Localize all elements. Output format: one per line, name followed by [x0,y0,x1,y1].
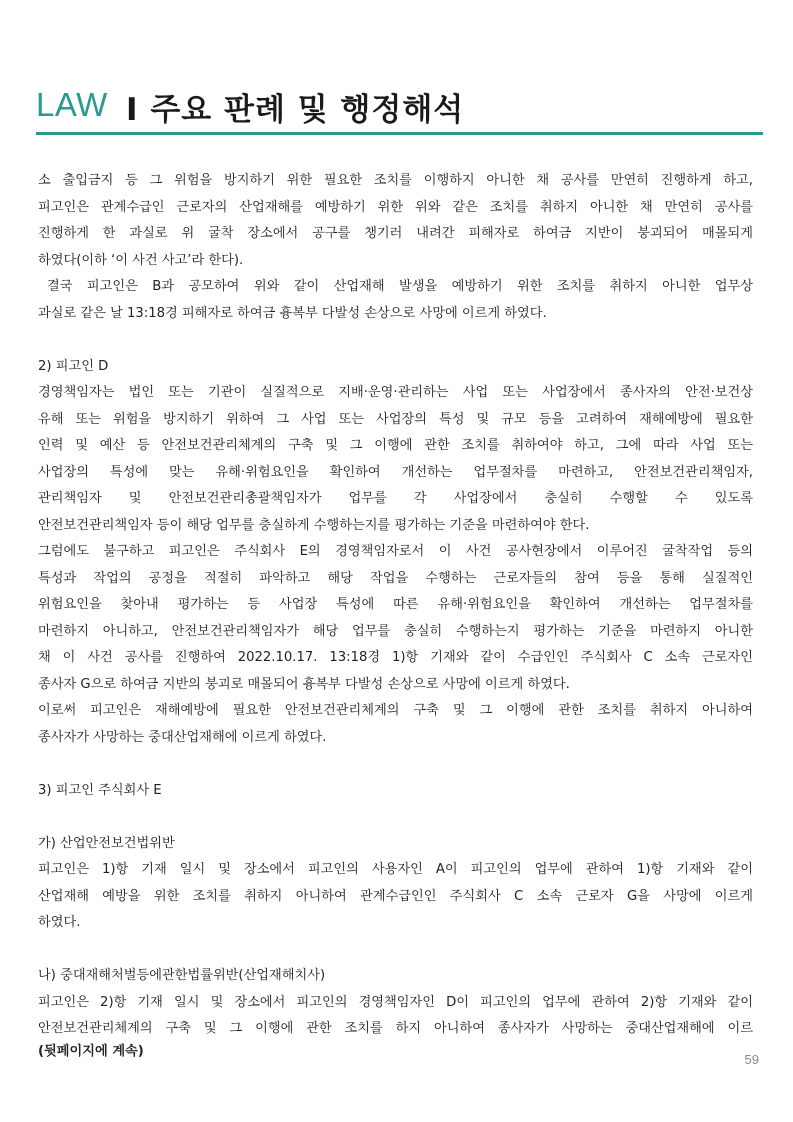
subsection-heading-na: 나) 중대재해처벌등에관한법률위반(산업재해치사) [38,968,326,983]
text-line: 종사자 G으로 하여금 지반의 붕괴로 매몰되어 흉복부 다발성 손상으로 사망에 이르게 하였다. [38,676,570,692]
text-line: 피고인은 2)항 기재 일시 및 장소에서 피고인의 경영책임자인 D이 피고인의 업무에 관하여 2)항 기재와 같이 [38,994,753,1010]
page-number: 59 [744,1052,759,1067]
text-line: 특성과 작업의 공정을 적절히 파악하고 해당 작업을 수행하는 근로자들의 참여 등을 통해 실질적인 [38,570,753,586]
text-line: 산업재해 예방을 위한 조치를 취하지 아니하여 관계수급인인 주식회사 C 소속 근로자 G을 사망에 이르게 [38,888,753,904]
text-line: 이로써 피고인은 재해예방에 필요한 안전보건관리체계의 구축 및 그 이행에 관한 조치를 취하지 아니하여 [38,703,753,718]
text-line: 과실로 같은 날 13:18경 피해자로 하여금 흉복부 다발성 손상으로 사망에 이르게 하였다. [38,305,547,321]
section-heading-d: 2) 피고인 D [38,358,109,374]
continued-note: (뒷페이지에 계속) [38,1043,144,1059]
page-header [36,84,763,130]
text-line: 인력 및 예산 등 안전보건관리체계의 구축 및 그 이행에 관한 조치를 취하여야 하고, 그에 따라 사업 또는 [38,438,753,453]
text-line: 유해 또는 위험을 방지하기 위하여 그 사업 또는 사업장의 특성 및 규모 등을 고려하여 재해예방에 필요한 [38,411,753,427]
document-body [38,168,753,1061]
text-line: 마련하지 아니하고, 안전보건관리책임자가 해당 업무를 충실히 수행하는지 평가하는 기준을 마련하지 아니한 [38,623,753,639]
text-line: 경영책임자는 법인 또는 기관이 실질적으로 지배·운영·관리하는 사업 또는 사업장에서 종사자의 안전·보건상 [38,385,753,400]
text-line: 위험요인을 찾아내 평가하는 등 사업장 특성에 따른 유해·위험요인을 확인하여 개선하는 업무절차를 [38,597,753,612]
text-line: 그럼에도 불구하고 피고인은 주식회사 E의 경영책임자로서 이 사건 공사현장에서 이루어진 굴착작업 등의 [38,544,753,559]
text-line: 진행하게 한 과실로 위 굴착 장소에서 공구를 챙기러 내려간 피해자로 하여금 지반이 붕괴되어 매몰되게 [38,226,753,241]
text-line: 채 이 사건 공사를 진행하여 2022.10.17. 13:18경 1)항 기재와 같이 수급인인 주식회사 C 소속 근로자인 [38,650,753,665]
text-line: 사업장의 특성에 맞는 유해·위험요인을 확인하여 개선하는 업무절차를 마련하고, 안전보건관리책임자, [38,464,753,480]
text-line: 관리책임자 및 안전보건관리총괄책임자가 업무를 각 사업장에서 충실히 수행할 수 있도록 [38,491,753,506]
header-divider [36,132,763,135]
section-heading-e: 3) 피고인 주식회사 E [38,782,162,798]
subsection-heading-ga: 가) 산업안전보건법위반 [38,835,175,851]
text-line: 결국 피고인은 B과 공모하여 위와 같이 산업재해 발생을 예방하기 위한 조치를 취하지 아니한 업무상 [47,279,753,294]
text-line: 하였다. [38,915,81,930]
page-title: I 주요 판례 및 행정해석 [126,92,465,128]
text-line: 하였다(이하 ‘이 사건 사고’라 한다). [38,252,244,268]
text-line: 종사자가 사망하는 중대산업재해에 이르게 하였다. [38,729,327,745]
text-line: 피고인은 관계수급인 근로자의 산업재해를 예방하기 위한 위와 같은 조치를 취하지 아니한 채 만연히 공사를 [38,199,753,215]
text-line: 피고인은 1)항 기재 일시 및 장소에서 피고인의 사용자인 A이 피고인의 업무에 관하여 1)항 기재와 같이 [38,862,753,877]
text-line: 안전보건관리책임자 등이 해당 업무를 충실하게 수행하는지를 평가하는 기준을 마련하여야 한다. [38,517,590,533]
text-line: 소 출입금지 등 그 위험을 방지하기 위한 필요한 조치를 이행하지 아니한 채 공사를 만연히 진행하게 하고, [38,173,753,188]
section-label: LAW [36,86,108,123]
text-line: 안전보건관리체계의 구축 및 그 이행에 관한 조치를 하지 아니하여 종사자가 사망하는 중대산업재해에 이르 [38,1021,753,1036]
